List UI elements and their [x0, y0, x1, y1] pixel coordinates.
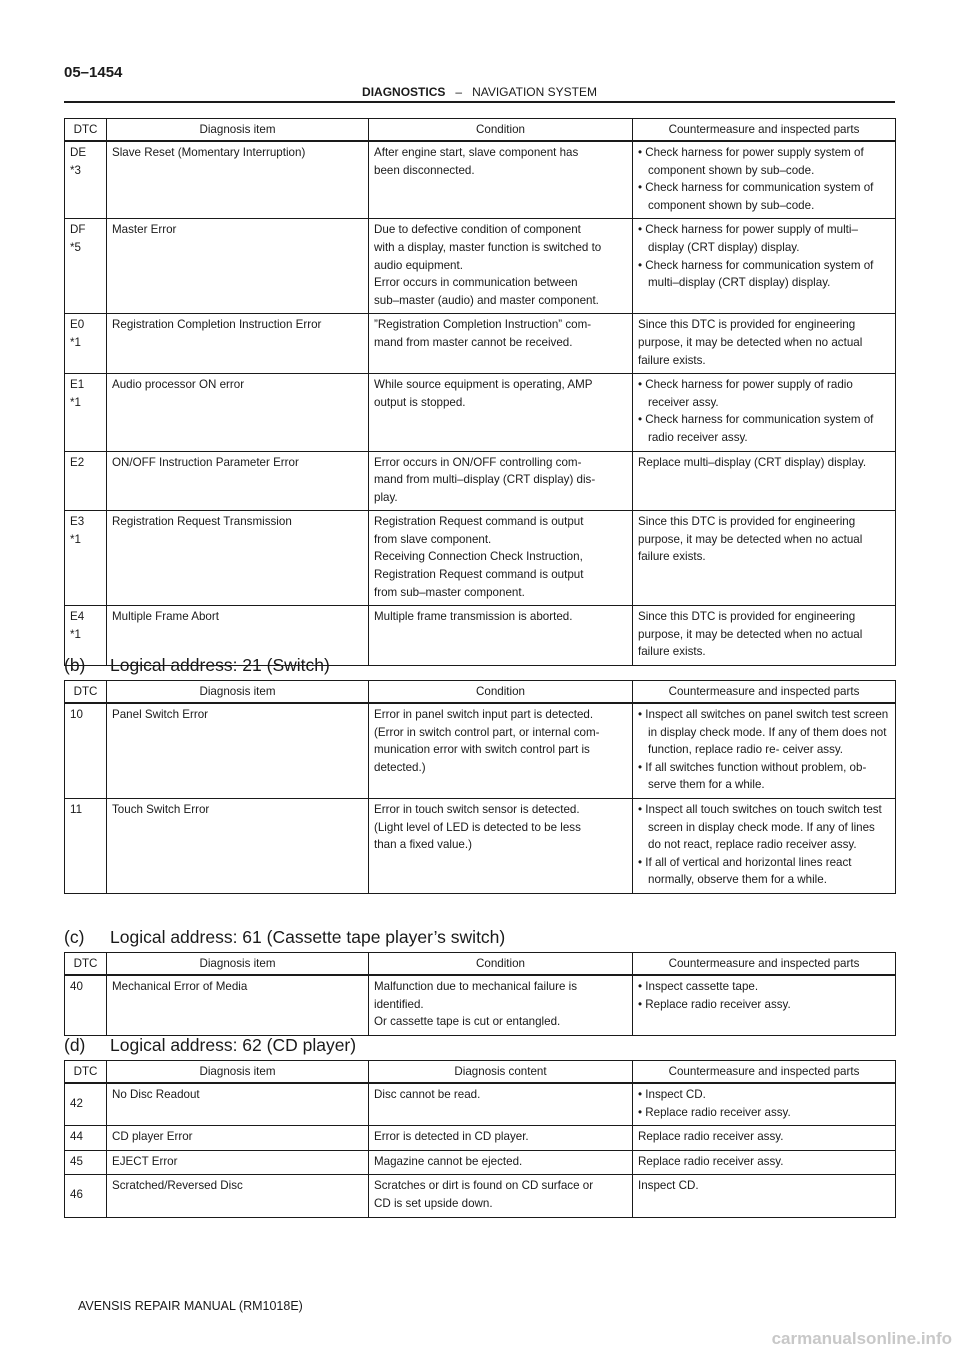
section-b-label: (b): [64, 655, 86, 675]
section-b-title: Logical address: 21 (Switch): [110, 655, 330, 675]
condition-line: munication error with switch control part is: [374, 743, 590, 757]
dtc-code-line: 42: [70, 1096, 83, 1110]
condition-line: audio equipment.: [374, 258, 463, 272]
section-b-heading: [64, 654, 330, 676]
header-condition: Condition: [369, 119, 633, 142]
condition-line: (Error in switch control part, or internal com-: [374, 725, 600, 739]
dtc-code-line: E2: [70, 455, 85, 469]
condition-line: from sub–master component.: [374, 585, 525, 599]
countermeasure: [633, 314, 896, 374]
condition-line: Registration Request command is output: [374, 515, 584, 529]
condition: [369, 314, 633, 374]
dtc-table-a: [64, 118, 896, 666]
table-row: [65, 798, 896, 893]
countermeasure-line: Replace multi–display (CRT display) display.: [638, 455, 867, 469]
condition-line: with a display, master function is switched to: [374, 240, 602, 254]
dtc-code: [65, 1175, 107, 1217]
header-condition: Condition: [369, 681, 633, 704]
countermeasure-line: failure exists.: [638, 353, 706, 367]
condition: [369, 1150, 633, 1175]
page-header: [64, 84, 895, 103]
countermeasure: [633, 511, 896, 606]
condition: [369, 703, 633, 798]
dtc-code-line: DE: [70, 146, 87, 159]
section-c-label: (c): [64, 927, 85, 947]
header-diagnosis-item: Diagnosis item: [107, 119, 369, 142]
diagnosis-item: Registration Request Transmission: [107, 511, 369, 606]
header-condition: Condition: [369, 953, 633, 976]
header-dtc: DTC: [65, 1061, 107, 1084]
diagnosis-item: Mechanical Error of Media: [107, 975, 369, 1035]
condition-line: CD is set upside down.: [374, 1196, 493, 1210]
condition: [369, 975, 633, 1035]
countermeasure-bullet: • If all switches function without problem, ob- serve them for a while.: [638, 760, 867, 792]
condition-line: Receiving Connection Check Instruction,: [374, 550, 583, 564]
dtc-code: [65, 314, 107, 374]
condition: [369, 141, 633, 219]
countermeasure-bullet: • Check harness for power supply of multi– display (CRT display) display.: [638, 223, 858, 254]
diagnosis-item: Touch Switch Error: [107, 798, 369, 893]
table-header-row: [65, 119, 896, 142]
condition-line: mand from master cannot be received.: [374, 335, 573, 349]
countermeasure-bullet: • Check harness for power supply system of component shown by sub–code.: [638, 146, 864, 177]
header-dtc: DTC: [65, 681, 107, 704]
dtc-table-b: [64, 680, 896, 894]
countermeasure-bullet: • Inspect all switches on panel switch test screen in display check mode. If any of them does not function, replace radio re- ceiver assy.: [638, 708, 889, 757]
condition-line: play.: [374, 490, 398, 504]
countermeasure-line: Since this DTC is provided for engineering: [638, 515, 856, 529]
condition: [369, 1126, 633, 1151]
dtc-code: [65, 1150, 107, 1175]
countermeasure: [633, 975, 896, 1035]
header-dtc: DTC: [65, 119, 107, 142]
diagnosis-item: No Disc Readout: [107, 1083, 369, 1126]
countermeasure-line: Since this DTC is provided for engineering: [638, 318, 856, 332]
condition-line: Or cassette tape is cut or entangled.: [374, 1015, 561, 1029]
countermeasure-bullet: • Inspect all touch switches on touch switch test screen in display check mode. If any of lines do not react, replace radio receiver assy.: [638, 802, 882, 852]
dtc-code-line: *1: [70, 532, 81, 546]
condition-line: Multiple frame transmission is aborted.: [374, 610, 573, 624]
condition-line: Due to defective condition of component: [374, 223, 581, 237]
page-footer: AVENSIS REPAIR MANUAL (RM1018E): [78, 1299, 303, 1313]
countermeasure-line: Replace radio receiver assy.: [638, 1130, 784, 1144]
condition-line: Error occurs in ON/OFF controlling com-: [374, 455, 582, 469]
header-diagnosis-item: Diagnosis item: [107, 953, 369, 976]
dtc-code: [65, 975, 107, 1035]
dtc-code-line: E3: [70, 515, 85, 529]
table-row: [65, 451, 896, 511]
dtc-code-line: 40: [70, 980, 83, 993]
countermeasure-line: Replace radio receiver assy.: [638, 1154, 784, 1168]
condition-line: output is stopped.: [374, 395, 466, 409]
diagnosis-item: Panel Switch Error: [107, 703, 369, 798]
diagnosis-item: Master Error: [107, 219, 369, 314]
table-row: [65, 374, 896, 451]
countermeasure: [633, 141, 896, 219]
watermark: carmanualsonline.info: [771, 1329, 952, 1348]
table-row: [65, 141, 896, 219]
countermeasure: [633, 606, 896, 666]
countermeasure: [633, 1083, 896, 1126]
countermeasure: [633, 451, 896, 511]
table-row: [65, 1126, 896, 1151]
section-c-heading: [64, 926, 505, 948]
countermeasure-bullet: • Check harness for communication system of multi–display (CRT display) display.: [638, 258, 874, 290]
countermeasure: [633, 703, 896, 798]
dtc-code-line: *1: [70, 395, 81, 409]
table-row: [65, 975, 896, 1035]
table-header-row: [65, 681, 896, 704]
diagnosis-item: Scratched/Reversed Disc: [107, 1175, 369, 1217]
condition-line: After engine start, slave component has: [374, 146, 579, 159]
condition-line: identified.: [374, 997, 424, 1011]
table-row: [65, 314, 896, 374]
dtc-code-line: E1: [70, 378, 85, 392]
header-diagnosis-item: Diagnosis item: [107, 1061, 369, 1084]
countermeasure-bullet: • Replace radio receiver assy.: [638, 997, 791, 1011]
table-row: [65, 1150, 896, 1175]
dtc-code-line: 11: [70, 802, 83, 816]
table-row: [65, 219, 896, 314]
header-countermeasure: Countermeasure and inspected parts: [633, 119, 896, 142]
dtc-code: [65, 798, 107, 893]
condition-line: Error in touch switch sensor is detected.: [374, 802, 580, 816]
header-dtc: DTC: [65, 953, 107, 976]
condition-line: Disc cannot be read.: [374, 1088, 481, 1101]
table-row: [65, 1175, 896, 1217]
condition-line: While source equipment is operating, AMP: [374, 378, 593, 392]
countermeasure-line: Inspect CD.: [638, 1179, 699, 1193]
condition-line: (Light level of LED is detected to be less: [374, 820, 581, 834]
dtc-code-line: DF: [70, 223, 86, 237]
header-condition: Diagnosis content: [369, 1061, 633, 1084]
condition: [369, 1083, 633, 1126]
condition-line: Malfunction due to mechanical failure is: [374, 980, 577, 993]
section-d-label: (d): [64, 1035, 86, 1055]
header-countermeasure: Countermeasure and inspected parts: [633, 681, 896, 704]
dtc-code-line: *5: [70, 240, 81, 254]
countermeasure-line: purpose, it may be detected when no actual: [638, 627, 863, 641]
countermeasure: [633, 1150, 896, 1175]
condition: [369, 374, 633, 451]
condition: [369, 511, 633, 606]
dtc-code: [65, 1126, 107, 1151]
countermeasure-bullet: • Inspect CD.: [638, 1088, 706, 1101]
dtc-code: [65, 219, 107, 314]
dtc-code-line: 10: [70, 708, 83, 721]
dtc-code-line: 44: [70, 1130, 83, 1144]
dtc-code-line: 45: [70, 1154, 83, 1168]
condition-line: Registration Request command is output: [374, 568, 584, 582]
header-separator: –: [455, 85, 463, 99]
condition-line: sub–master (audio) and master component.: [374, 293, 599, 307]
header-countermeasure: Countermeasure and inspected parts: [633, 953, 896, 976]
header-section: DIAGNOSTICS: [362, 85, 446, 99]
countermeasure: [633, 1175, 896, 1217]
diagnosis-item: Audio processor ON error: [107, 374, 369, 451]
condition-line: Scratches or dirt is found on CD surface or: [374, 1179, 594, 1193]
dtc-code-line: *1: [70, 335, 81, 349]
dtc-code-line: *1: [70, 627, 81, 641]
condition-line: than a fixed value.): [374, 838, 472, 852]
section-d-heading: [64, 1034, 356, 1056]
diagnosis-item: EJECT Error: [107, 1150, 369, 1175]
countermeasure-line: failure exists.: [638, 645, 706, 659]
table-row: [65, 703, 896, 798]
condition: [369, 1175, 633, 1217]
dtc-code-line: E4: [70, 610, 85, 624]
page-number: 05–1454: [64, 64, 123, 81]
dtc-code: [65, 703, 107, 798]
table-header-row: [65, 1061, 896, 1084]
section-c-title: Logical address: 61 (Cassette tape player’s switch): [110, 927, 506, 947]
countermeasure-bullet: • Check harness for power supply of radio receiver assy.: [638, 378, 853, 409]
countermeasure-line: purpose, it may be detected when no actual: [638, 335, 863, 349]
condition-line: ”Registration Completion Instruction” com-: [374, 318, 592, 332]
header-diagnosis-item: Diagnosis item: [107, 681, 369, 704]
condition: [369, 606, 633, 666]
table-header-row: [65, 953, 896, 976]
diagnosis-item: CD player Error: [107, 1126, 369, 1151]
dtc-table-c: [64, 952, 896, 1036]
dtc-code-line: 46: [70, 1188, 83, 1202]
diagnosis-item: Registration Completion Instruction Error: [107, 314, 369, 374]
condition: [369, 798, 633, 893]
dtc-code: [65, 141, 107, 219]
countermeasure-line: Since this DTC is provided for engineering: [638, 610, 856, 624]
table-row: [65, 1083, 896, 1126]
condition-line: detected.): [374, 760, 426, 774]
countermeasure: [633, 798, 896, 893]
countermeasure-bullet: • Inspect cassette tape.: [638, 980, 759, 993]
condition-line: Magazine cannot be ejected.: [374, 1154, 523, 1168]
diagnosis-item: Multiple Frame Abort: [107, 606, 369, 666]
countermeasure: [633, 219, 896, 314]
countermeasure-bullet: • Check harness for communication system of component shown by sub–code.: [638, 181, 874, 212]
diagnosis-item: Slave Reset (Momentary Interruption): [107, 141, 369, 219]
header-countermeasure: Countermeasure and inspected parts: [633, 1061, 896, 1084]
dtc-code-line: *3: [70, 163, 81, 177]
condition-line: mand from multi–display (CRT display) dis-: [374, 473, 596, 487]
condition: [369, 451, 633, 511]
header-subsection: NAVIGATION SYSTEM: [472, 85, 597, 99]
countermeasure: [633, 374, 896, 451]
header-text: [64, 84, 895, 100]
dtc-code: [65, 451, 107, 511]
condition-line: Error occurs in communication between: [374, 276, 578, 290]
countermeasure-bullet: • If all of vertical and horizontal lines react normally, observe them for a while.: [638, 855, 852, 887]
condition-line: Error is detected in CD player.: [374, 1130, 529, 1144]
table-row: [65, 511, 896, 606]
dtc-code: [65, 1083, 107, 1126]
condition-line: been disconnected.: [374, 163, 475, 177]
dtc-table-d: [64, 1060, 896, 1218]
countermeasure-line: purpose, it may be detected when no actual: [638, 532, 863, 546]
condition: [369, 219, 633, 314]
countermeasure-bullet: • Replace radio receiver assy.: [638, 1105, 791, 1119]
countermeasure: [633, 1126, 896, 1151]
dtc-code: [65, 511, 107, 606]
countermeasure-line: failure exists.: [638, 550, 706, 564]
dtc-code: [65, 374, 107, 451]
diagnosis-item: ON/OFF Instruction Parameter Error: [107, 451, 369, 511]
countermeasure-bullet: • Check harness for communication system of radio receiver assy.: [638, 413, 874, 444]
section-d-title: Logical address: 62 (CD player): [110, 1035, 357, 1055]
condition-line: Error in panel switch input part is detected.: [374, 708, 594, 721]
condition-line: from slave component.: [374, 532, 492, 546]
dtc-code-line: E0: [70, 318, 85, 332]
